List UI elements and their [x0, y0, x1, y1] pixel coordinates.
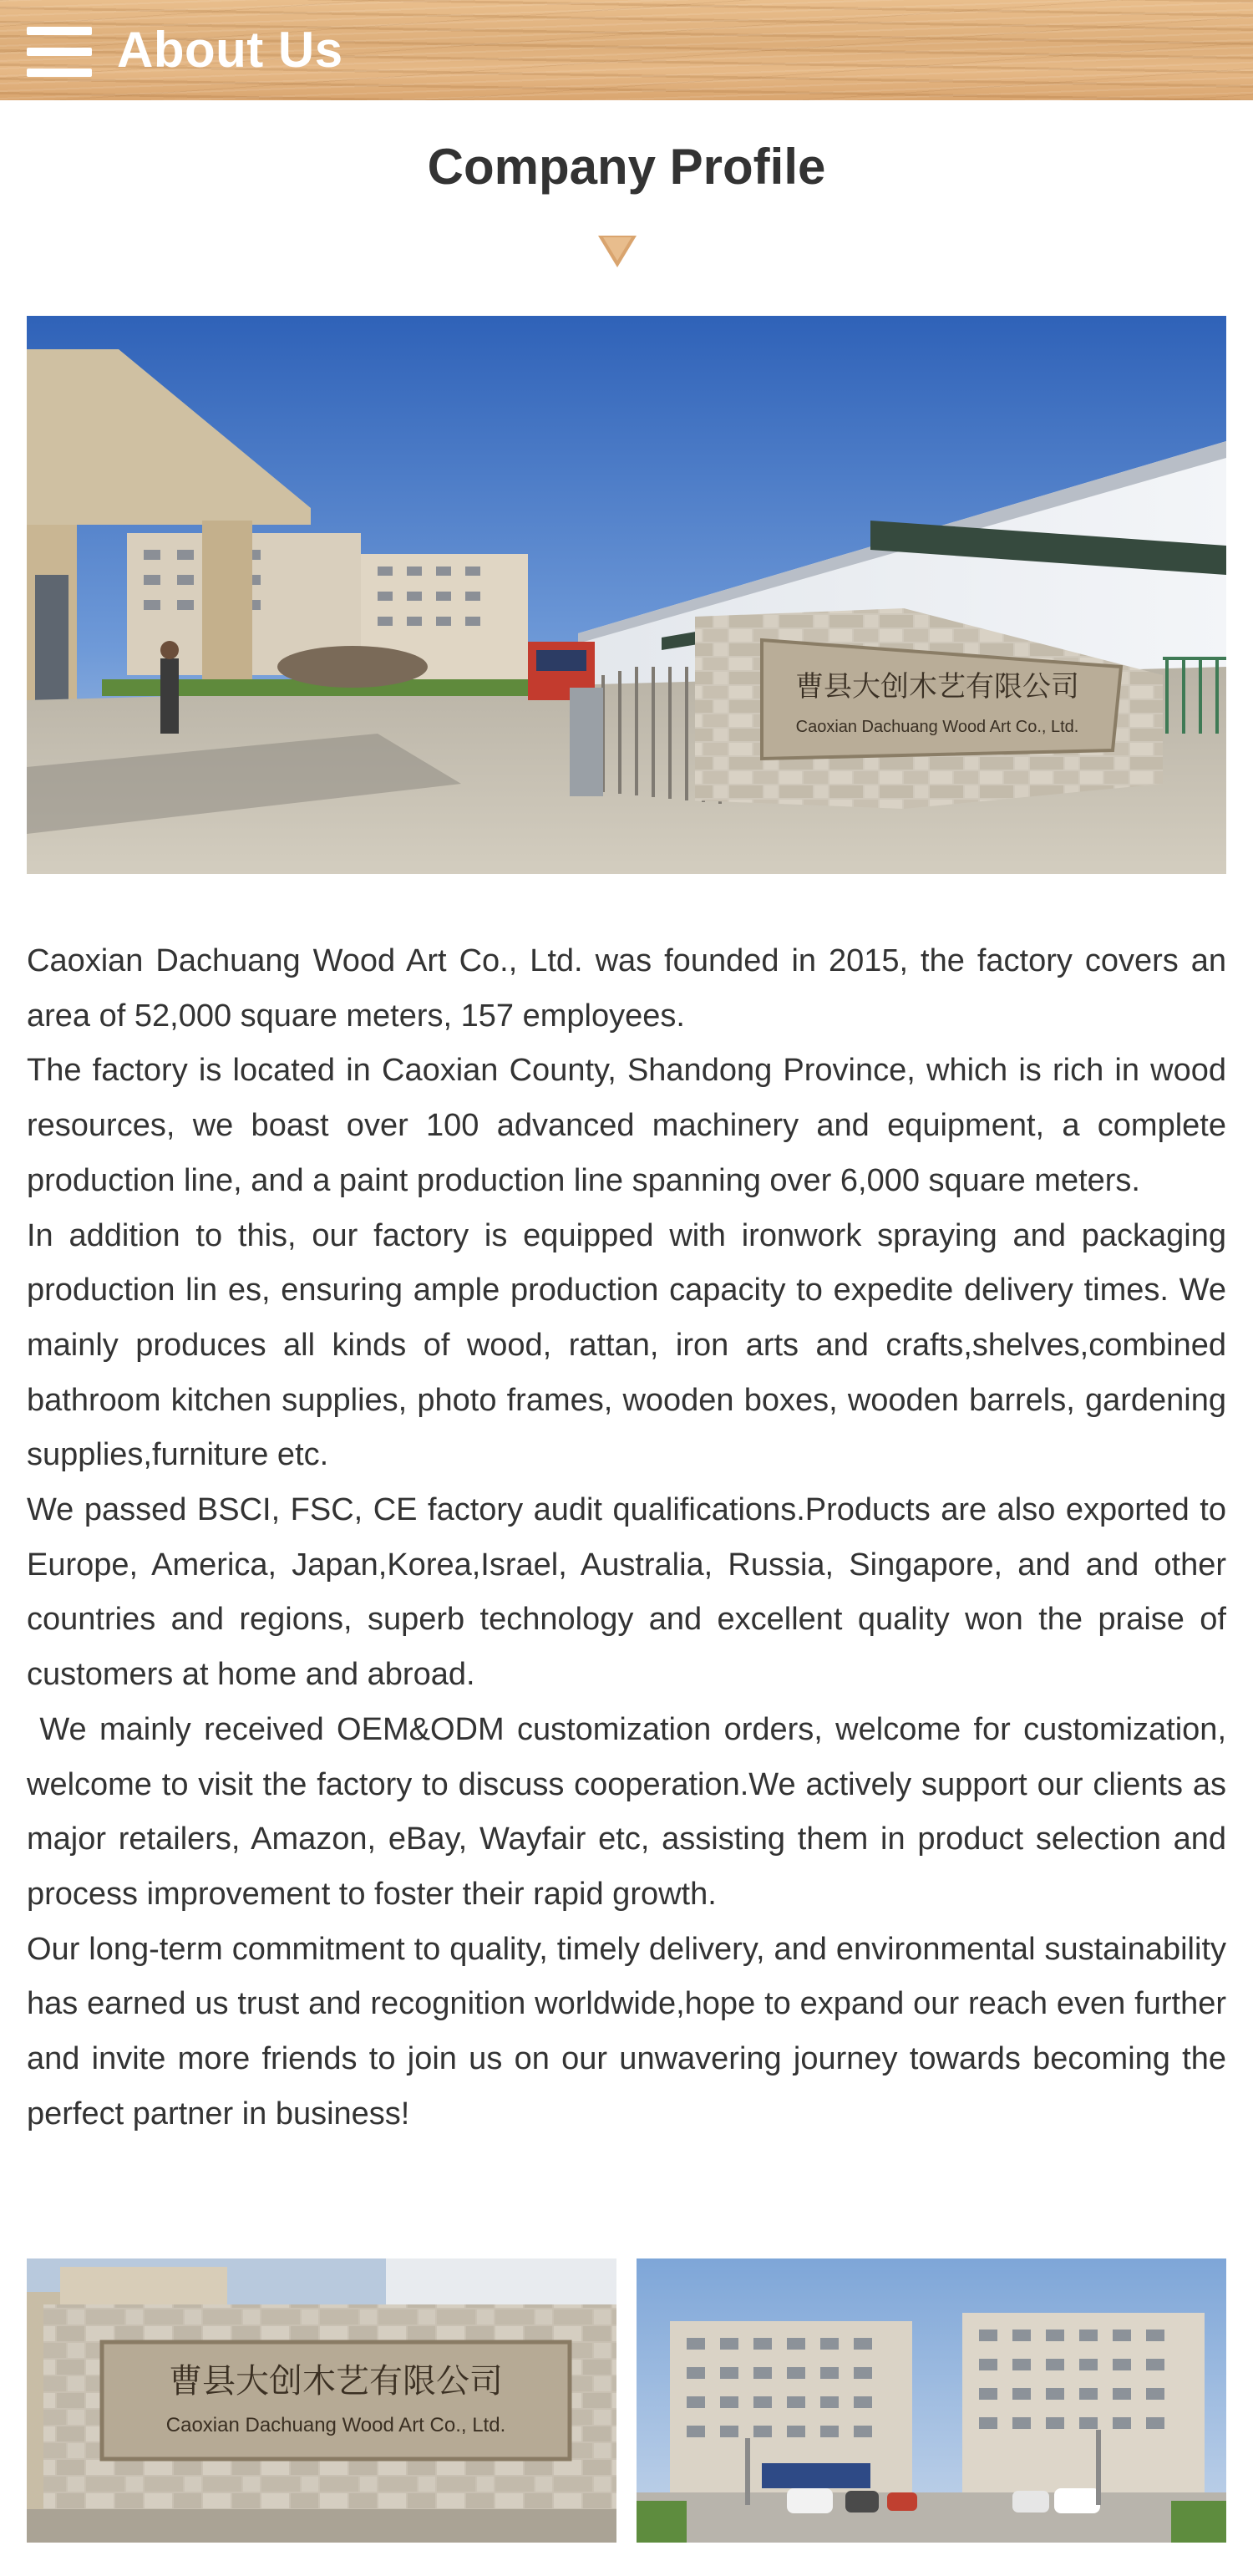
header-title: About Us [117, 22, 343, 78]
profile-paragraph-4: We passed BSCI, FSC, CE factory audit qualifications.Products are also exported to Europe, America, Japan,Korea,Israel, Australia, Russia, Singapore, and and other countries and regions, superb technology and excellent quality won the praise of customers at home and abroad. [27, 1492, 1226, 1693]
hamburger-menu-icon[interactable] [27, 27, 94, 77]
company-profile-text [27, 934, 1235, 2142]
sign-chinese-text: 曹县大创木艺有限公司 [795, 670, 1079, 704]
profile-paragraph-2: The factory is located in Caoxian County, Shandong Province, which is rich in wood resources, we boast over 100 advanced machinery and equipment, a complete production line, and a paint production line spanning over 6,000 square meters. [27, 1053, 1226, 1198]
profile-paragraph-5: We mainly received OEM&ODM customization orders, welcome for customization, welcome to visit the factory to discuss cooperation.We actively support our clients as major retailers, Amazon, eBay, Wayfair etc, assisting them in product selection and process improvement to foster their rapid growth. [27, 1711, 1235, 1912]
profile-paragraph-1: Caoxian Dachuang Wood Art Co., Ltd. was founded in 2015, the factory covers an area of 52,000 square meters, 157 employees. [27, 943, 1226, 1034]
down-triangle-icon [598, 236, 637, 267]
page-header [0, 0, 1253, 100]
factory-buildings-photo [637, 2258, 1226, 2543]
sign-english-text: Caoxian Dachuang Wood Art Co., Ltd. [795, 718, 1079, 736]
menu-bar-bottom [27, 69, 92, 77]
menu-bar-top [27, 27, 92, 35]
section-title: Company Profile [427, 139, 826, 195]
profile-paragraph-3: In addition to this, our factory is equipped with ironwork spraying and packaging production lin es, ensuring ample production capacity to expedite delivery times. We mainly produces all kinds of wood, rattan, iron arts and crafts,shelves,combined bathroom kitchen supplies, photo frames, wooden boxes, wooden barrels, gardening supplies,furniture etc. [27, 1217, 1226, 1473]
profile-paragraph-6: Our long-term commitment to quality, timely delivery, and environmental sustainability has earned us trust and recognition worldwide,hope to expand our reach even further and invite more friends to join us on our unwavering journey towards becoming the perfect partner in business! [27, 1931, 1226, 2131]
company-sign-photo [27, 2258, 616, 2543]
sign-chinese-text: 曹县大创木艺有限公司 [169, 2362, 503, 2401]
menu-bar-middle [27, 48, 92, 56]
sign-english-text: Caoxian Dachuang Wood Art Co., Ltd. [165, 2414, 506, 2436]
factory-entrance-photo [27, 316, 1226, 874]
